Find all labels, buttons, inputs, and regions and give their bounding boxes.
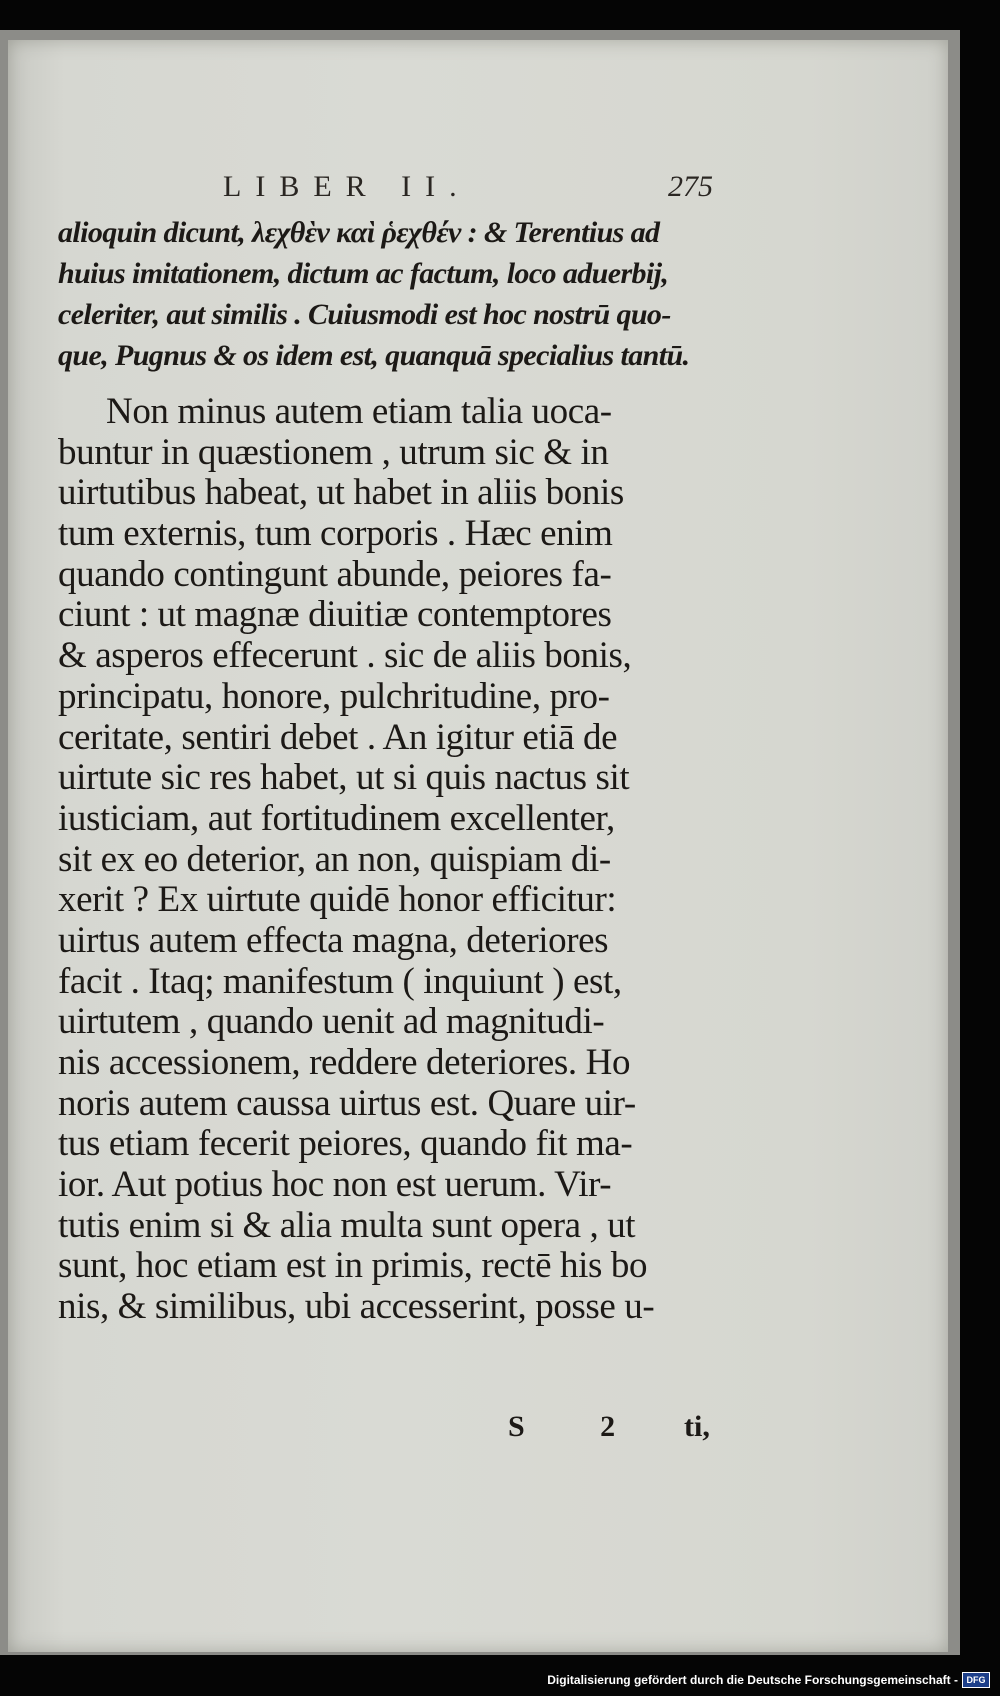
- text-line: sit ex eo deterior, an non, quispiam di-: [58, 838, 611, 880]
- page-footer: [8, 1410, 948, 1450]
- text-line: sunt, hoc etiam est in primis, rectē his bo: [58, 1245, 648, 1287]
- text-line: celeriter, aut similis . Cuiusmodi est hoc nostrū quo-: [58, 298, 671, 331]
- text-line: & asperos effecerunt . sic de aliis bonis,: [58, 635, 632, 677]
- book-page: [8, 40, 948, 1652]
- dfg-logo-icon: DFG: [962, 1672, 990, 1688]
- signature-mark: S 2: [508, 1410, 650, 1443]
- text-line: huius imitationem, dictum ac factum, loco aduerbij,: [58, 257, 669, 290]
- text-line: que, Pugnus & os idem est, quanquā specialius tantū.: [58, 339, 690, 372]
- text-line: alioquin dicunt, λεχθὲν καὶ ῥεχθέν : & Terentius ad: [58, 216, 660, 249]
- page-number: 275: [668, 170, 713, 203]
- text-line: ior. Aut potius hoc non est uerum. Vir-: [58, 1164, 612, 1206]
- text-line: xerit ? Ex uirtute quidē honor efficitur:: [58, 879, 617, 921]
- digitization-credit: [547, 1670, 990, 1690]
- text-line: Non minus autem etiam talia uoca-: [106, 391, 612, 432]
- text-block: [58, 212, 728, 1328]
- page-header: [8, 170, 948, 210]
- text-line: nis, & similibus, ubi accesserint, posse u-: [58, 1286, 655, 1328]
- text-line: ceritate, sentiri debet . An igitur etiā de: [58, 716, 618, 758]
- text-line: uirtutibus habeat, ut habet in aliis bonis: [58, 472, 624, 514]
- catchword: ti,: [684, 1410, 710, 1443]
- text-line: nis accessionem, reddere deteriores. Ho: [58, 1042, 631, 1083]
- text-line: tum externis, tum corporis . Hæc enim: [58, 513, 613, 555]
- text-line: quando contingunt abunde, peiores fa-: [58, 553, 612, 595]
- text-line: ciunt : ut magnæ diuitiæ contemptores: [58, 594, 612, 636]
- credit-text: Digitalisierung gefördert durch die Deutsche Forschungsgemeinschaft -: [547, 1673, 958, 1687]
- text-line: buntur in quæstionem , utrum sic & in: [58, 431, 609, 473]
- roman-paragraph: [58, 392, 728, 1328]
- text-line: iusticiam, aut fortitudinem excellenter,: [58, 797, 615, 839]
- text-line: tutis enim si & alia multa sunt opera , ut: [58, 1204, 636, 1246]
- text-line: facit . Itaq; manifestum ( inquiunt ) est,: [58, 960, 622, 1002]
- text-line: tus etiam fecerit peiores, quando fit ma-: [58, 1123, 633, 1165]
- italic-paragraph: [58, 212, 728, 376]
- text-line: uirtute sic res habet, ut si quis nactus sit: [58, 757, 630, 799]
- running-head: LIBER II.: [223, 170, 471, 203]
- text-line: principatu, honore, pulchritudine, pro-: [58, 675, 610, 717]
- text-line: uirtus autem effecta magna, deteriores: [58, 919, 609, 961]
- text-line: noris autem caussa uirtus est. Quare uir-: [58, 1082, 636, 1124]
- text-line: uirtutem , quando uenit ad magnitudi-: [58, 1001, 605, 1043]
